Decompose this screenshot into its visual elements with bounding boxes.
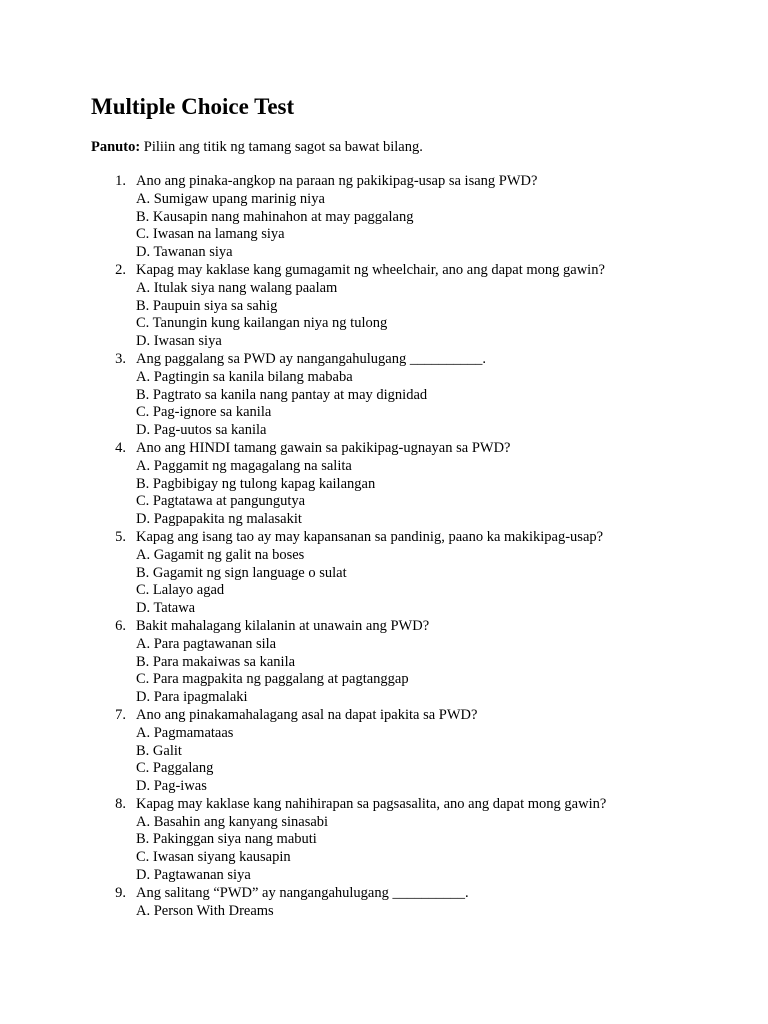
question-number: 8. [115,795,126,812]
question-number: 5. [115,528,126,545]
instructions [91,137,423,157]
answer-choice: D. Tatawa [136,600,196,617]
question-text: Kapag ang isang tao ay may kapansanan sa pandinig, paano ka makikipag-usap? [136,528,604,545]
answer-choice: C. Iwasan siyang kausapin [136,849,291,866]
question-number: 9. [115,884,126,901]
answer-choice: D. Pagtawanan siya [136,867,251,884]
answer-choice: B. Kausapin nang mahinahon at may paggalang [136,208,414,225]
answer-choice: C. Iwasan na lamang siya [136,226,285,243]
instructions-label: Panuto: [91,139,141,155]
question-text: Kapag may kaklase kang nahihirapan sa pagsasalita, ano ang dapat mong gawin? [136,795,607,812]
answer-choice: C. Paggalang [136,760,214,777]
instructions-text: Piliin ang titik ng tamang sagot sa bawat bilang. [140,139,423,155]
question-list [0,173,768,920]
answer-choice: B. Para makaiwas sa kanila [136,653,296,670]
question-text: Ano ang pinakamahalagang asal na dapat ipakita sa PWD? [136,706,478,723]
question-item [0,262,768,351]
answer-choice: B. Paupuin siya sa sahig [136,297,278,314]
question-item [0,529,768,618]
question-number: 7. [115,706,126,723]
question-number: 2. [115,261,126,278]
question-number: 6. [115,617,126,634]
answer-choice: C. Lalayo agad [136,582,225,599]
answer-choice: D. Iwasan siya [136,333,222,350]
answer-choice: A. Sumigaw upang marinig niya [136,190,325,207]
question-text: Ang salitang “PWD” ay nangangahulugang __________. [136,884,469,901]
question-text: Bakit mahalagang kilalanin at unawain ang PWD? [136,617,430,634]
answer-choice: A. Pagmamataas [136,724,234,741]
question-item [0,885,768,921]
question-number: 4. [115,439,126,456]
answer-choice: D. Pag-uutos sa kanila [136,422,267,439]
question-item [0,707,768,796]
question-text: Ano ang HINDI tamang gawain sa pakikipag-ugnayan sa PWD? [136,439,511,456]
answer-choice: A. Paggamit ng magagalang na salita [136,457,352,474]
question-text: Ang paggalang sa PWD ay nangangahulugang __________. [136,350,486,367]
question-item [0,796,768,885]
answer-choice: A. Person With Dreams [136,902,274,919]
answer-choice: B. Pakinggan siya nang mabuti [136,831,317,848]
question-text: Kapag may kaklase kang gumagamit ng wheelchair, ano ang dapat mong gawin? [136,261,605,278]
answer-choice: A. Gagamit ng galit na boses [136,546,305,563]
answer-choice: B. Pagbibigay ng tulong kapag kailangan [136,475,376,492]
answer-choice: A. Itulak siya nang walang paalam [136,279,338,296]
question-number: 3. [115,350,126,367]
answer-choice: C. Pagtatawa at pangungutya [136,493,306,510]
question-number: 1. [115,173,126,189]
answer-choice: A. Basahin ang kanyang sinasabi [136,813,329,830]
question-item [0,173,768,262]
question-item [0,440,768,529]
answer-choice: C. Pag-ignore sa kanila [136,404,272,421]
question-item [0,351,768,440]
answer-choice: B. Galit [136,742,182,759]
answer-choice: D. Tawanan siya [136,244,233,261]
answer-choice: B. Pagtrato sa kanila nang pantay at may dignidad [136,386,428,403]
question-text: Ano ang pinaka-angkop na paraan ng pakikipag-usap sa isang PWD? [136,173,538,189]
answer-choice: A. Para pagtawanan sila [136,635,277,652]
answer-choice: C. Para magpakita ng paggalang at pagtanggap [136,671,409,688]
answer-choice: D. Pagpapakita ng malasakit [136,511,302,528]
answer-choice: D. Para ipagmalaki [136,689,248,706]
page-title: Multiple Choice Test [91,94,295,119]
question-item [0,618,768,707]
answer-choice: D. Pag-iwas [136,778,207,795]
answer-choice: C. Tanungin kung kailangan niya ng tulong [136,315,388,332]
answer-choice: A. Pagtingin sa kanila bilang mababa [136,368,353,385]
answer-choice: B. Gagamit ng sign language o sulat [136,564,347,581]
